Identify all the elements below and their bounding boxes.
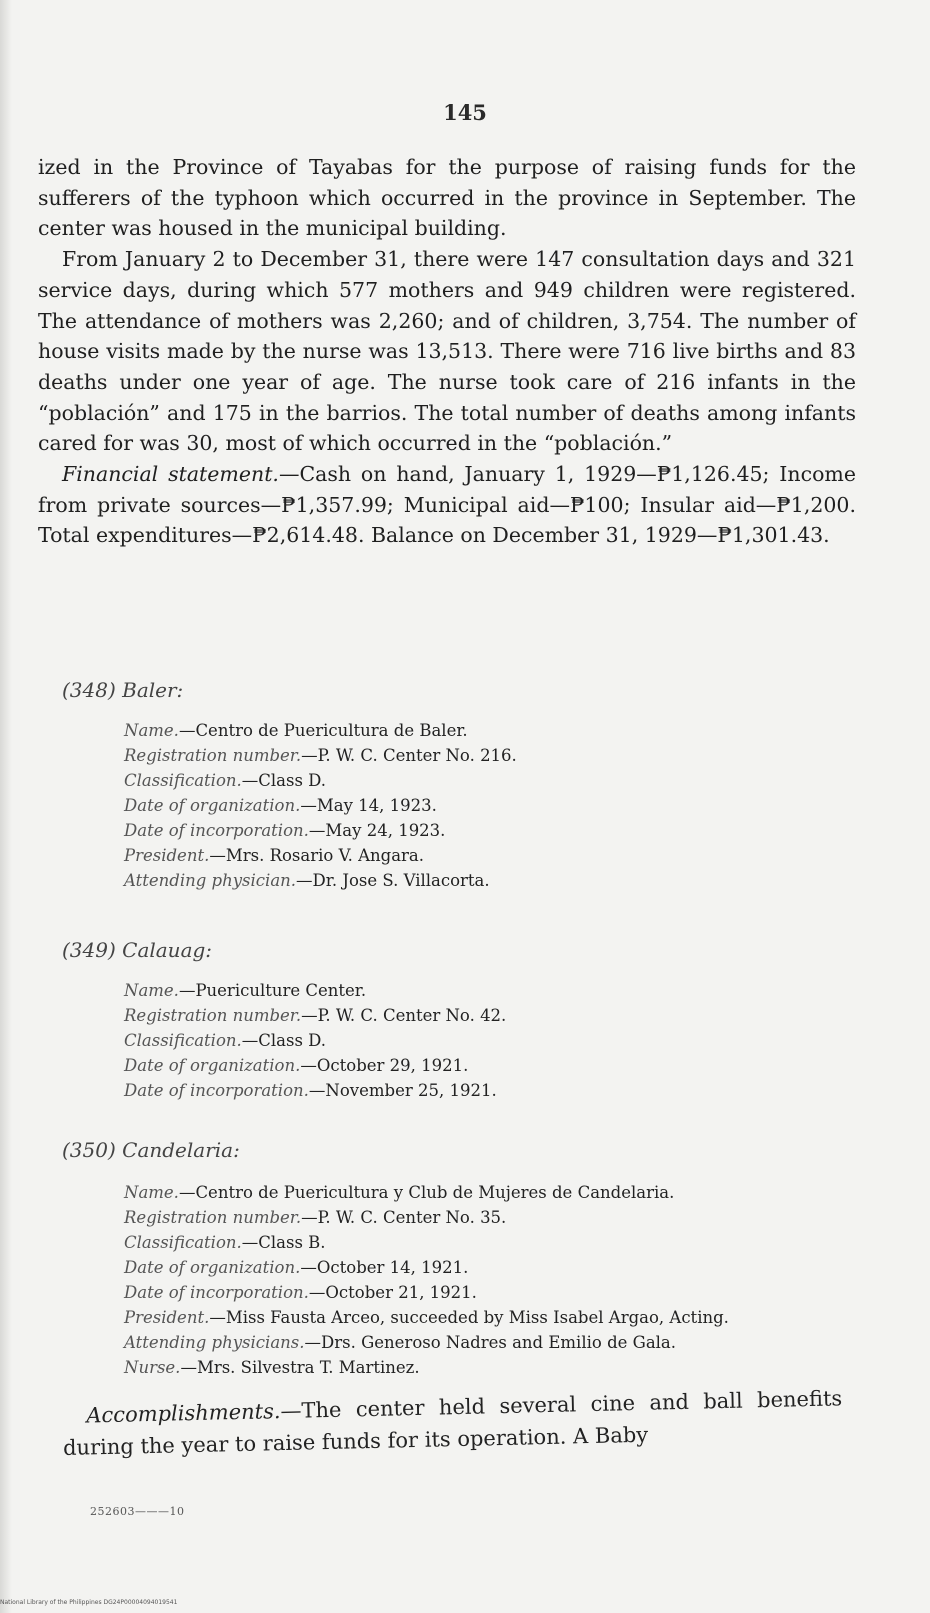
entry-value: —Mrs. Silvestra T. Martinez. — [180, 1358, 420, 1377]
entry-attending-physician — [124, 868, 844, 893]
entry-registration-number — [124, 1205, 844, 1230]
entry-value: —Dr. Jose S. Villacorta. — [296, 871, 490, 890]
entry-value: —Miss Fausta Arceo, succeeded by Miss Isabel Argao, Acting. — [209, 1308, 729, 1327]
entry-value: —May 24, 1923. — [308, 821, 446, 840]
financial-statement-label: Financial statement. — [62, 462, 279, 487]
section-heading-baler: (348) Baler: — [62, 678, 184, 702]
entry-president — [124, 1305, 844, 1330]
entry-label: Registration number. — [124, 1208, 302, 1227]
entry-label: Date of incorporation. — [124, 821, 309, 840]
entry-label: Name. — [124, 721, 179, 740]
accomplishments-text: —The center held several cine and ball benefits during the year to raise funds for its operation. A Baby — [62, 1386, 843, 1460]
body-text — [38, 152, 856, 551]
entry-classification — [124, 768, 844, 793]
section-heading-candelaria: (350) Candelaria: — [62, 1138, 240, 1162]
entry-label: Registration number. — [124, 1006, 302, 1025]
accomplishments-label: Accomplishments. — [86, 1399, 281, 1428]
entry-label: President. — [124, 1308, 210, 1327]
entry-registration-number — [124, 1003, 844, 1028]
entry-date-of-organization — [124, 1255, 844, 1280]
entry-label: Registration number. — [124, 746, 302, 765]
entry-classification — [124, 1230, 844, 1255]
entry-name — [124, 978, 844, 1003]
page-left-edge — [0, 0, 12, 1613]
entry-value: —Drs. Generoso Nadres and Emilio de Gala. — [304, 1333, 677, 1352]
entry-value: —November 25, 1921. — [308, 1081, 497, 1100]
entry-value: —Class B. — [241, 1233, 326, 1252]
entry-label: Classification. — [124, 1031, 242, 1050]
entry-date-of-incorporation — [124, 1078, 844, 1103]
entry-value: —Centro de Puericultura de Baler. — [178, 721, 468, 740]
entry-name — [124, 718, 844, 743]
entry-value: —Puericulture Center. — [178, 981, 367, 1000]
paragraph-financial-statement — [38, 459, 856, 551]
accomplishments-paragraph — [62, 1382, 843, 1464]
paragraph-statistics: From January 2 to December 31, there were 147 consultation days and 321 service days, during which 577 mothers and 949 children were registered. The attendance of mothers was 2,260; and of children, 3,754. The number of house visits made by the nurse was 13,513. There were 716 live births and 83 deaths under one year of age. The nurse took care of 216 infants in the “población” and 175 in the barrios. The total number of deaths among infants cared for was 30, most of which occurred in the “población.” — [38, 247, 856, 456]
entry-label: Date of organization. — [124, 1258, 301, 1277]
entry-value: —P. W. C. Center No. 35. — [301, 1208, 507, 1227]
entry-value: —October 21, 1921. — [308, 1283, 477, 1302]
entry-date-of-organization — [124, 1053, 844, 1078]
entry-date-of-incorporation — [124, 818, 844, 843]
entry-label: Attending physician. — [124, 871, 297, 890]
entry-label: Name. — [124, 981, 179, 1000]
entry-label: Name. — [124, 1183, 179, 1202]
entry-attending-physicians — [124, 1330, 844, 1355]
paragraph-continuation: ized in the Province of Tayabas for the purpose of raising funds for the sufferers of the typhoon which occurred in the province in September. The center was housed in the municipal building. — [38, 155, 856, 241]
entry-label: Nurse. — [124, 1358, 181, 1377]
entry-label: Classification. — [124, 771, 242, 790]
entry-registration-number — [124, 743, 844, 768]
entry-president — [124, 843, 844, 868]
entry-value: —Class D. — [241, 771, 327, 790]
entry-value: —May 14, 1923. — [300, 796, 437, 815]
entry-date-of-organization — [124, 793, 844, 818]
section-heading-calauag: (349) Calauag: — [62, 938, 213, 962]
entry-label: Date of organization. — [124, 796, 301, 815]
entry-list-baler — [124, 718, 844, 893]
entry-date-of-incorporation — [124, 1280, 844, 1305]
entry-label: Classification. — [124, 1233, 242, 1252]
entry-label: Date of incorporation. — [124, 1081, 309, 1100]
entry-label: Date of incorporation. — [124, 1283, 309, 1302]
plate-code: 252603———10 — [90, 1505, 185, 1518]
page-number: 145 — [443, 100, 487, 125]
entry-value: —Mrs. Rosario V. Angara. — [209, 846, 425, 865]
entry-classification — [124, 1028, 844, 1053]
entry-label: Attending physicians. — [124, 1333, 305, 1352]
accomplishments-text-block — [62, 1382, 843, 1464]
entry-value: —P. W. C. Center No. 42. — [301, 1006, 507, 1025]
footer-watermark: National Library of the Philippines DG24P00004094019541 — [0, 1599, 178, 1606]
entry-label: Date of organization. — [124, 1056, 301, 1075]
entry-value: —Class D. — [241, 1031, 327, 1050]
entry-name — [124, 1180, 844, 1205]
entry-value: —October 29, 1921. — [300, 1056, 469, 1075]
entry-list-candelaria — [124, 1180, 844, 1380]
entry-value: —Centro de Puericultura y Club de Mujeres de Candelaria. — [178, 1183, 675, 1202]
entry-value: —October 14, 1921. — [300, 1258, 469, 1277]
financial-statement-text: —Cash on hand, January 1, 1929—₱1,126.45; Income from private sources—₱1,357.99; Municipal aid—₱100; Insular aid—₱1,200. Total expenditures—₱2,614.48. Balance on December 31, 1929—₱1,301.43. — [38, 462, 856, 548]
entry-nurse — [124, 1355, 844, 1380]
entry-value: —P. W. C. Center No. 216. — [301, 746, 517, 765]
entry-label: President. — [124, 846, 210, 865]
entry-list-calauag — [124, 978, 844, 1103]
